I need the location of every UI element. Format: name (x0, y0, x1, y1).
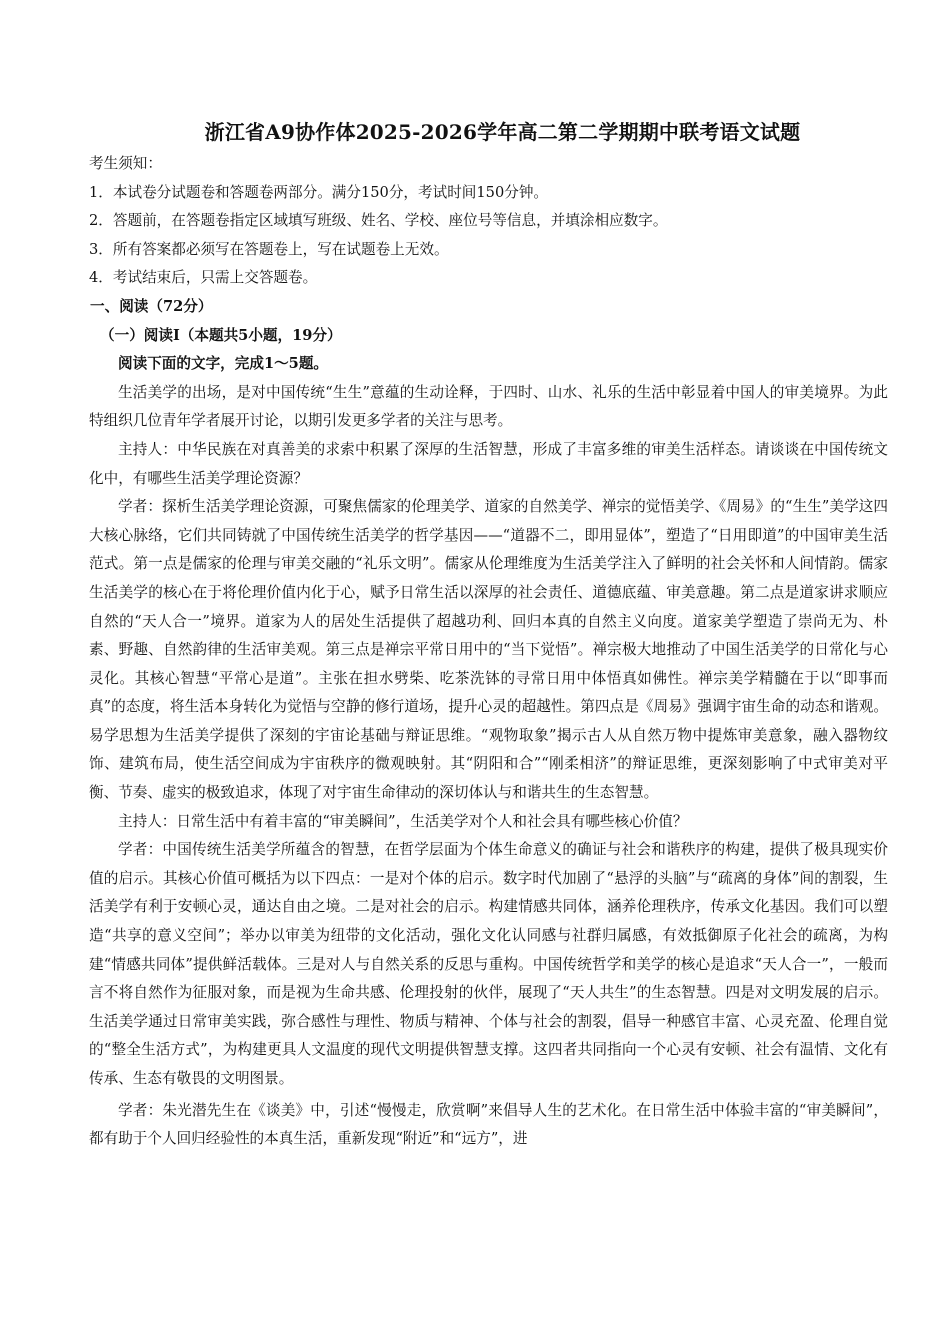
section-heading: 一、阅读（72分） (90, 297, 213, 315)
notice-item: 4．考试结束后，只需上交答题卷。 (89, 269, 318, 287)
notice-item: 2．答题前，在答题卷指定区域填写班级、姓名、学校、座位号等信息，并填涂相应数字。 (89, 212, 668, 230)
notice-item: 3．所有答案都必须写在答题卷上，写在试题卷上无效。 (89, 240, 449, 258)
article-paragraph: 学者：中国传统生活美学所蕴含的智慧，在哲学层面为个体生命意义的确证与社会和谐秩序的构建，提供了极具现实价值的启示。其核心价值可概括为以下四点：一是对个体的启示。数字时代加剧了“悬浮的头脑”与“疏离的身体”间的割裂，生活美学有利于安顿心灵，通达自由之境。二是对社会的启示。构建情感共同体，涵养伦理秩序，传承文化基因。我们可以塑造“共享的意义空间”；举办以审美为纽带的文化活动，强化文化认同感与社群归属感，有效抵御原子化社会的疏离，为构建“情感共同体”提供鲜活载体。三是对人与自然关系的反思与重构。中国传统哲学和美学的核心是追求“天人合一”，一般而言不将自然作为征服对象，而是视为生命共感、伦理投射的伙伴，展现了“天人共生”的生态智慧。四是对文明发展的启示。生活美学通过日常审美实践，弥合感性与理性、物质与精神、个体与社会的割裂，倡导一种感官丰富、心灵充盈、伦理自觉的“整全生活方式”，为构建更具人文温度的现代文明提供智慧支撑。这四者共同指向一个心灵有安顿、社会有温情、文化有传承、生态有敬畏的文明图景。 (89, 841, 888, 1087)
reading-instruction: 阅读下面的文字，完成1～5题。 (118, 355, 329, 373)
article-paragraph: 主持人：日常生活中有着丰富的“审美瞬间”，生活美学对个人和社会具有哪些核心价值？ (118, 812, 688, 830)
page-title: 浙江省A9协作体2025-2026学年高二第二学期期中联考语文试题 (204, 120, 801, 144)
article-paragraph: 生活美学的出场，是对中国传统“生生”意蕴的生动诠释，于四时、山水、礼乐的生活中彰显着中国人的审美境界。为此特组织几位青年学者展开讨论，以期引发更多学者的关注与思考。 (89, 383, 888, 430)
notice-item: 1．本试卷分试题卷和答题卷两部分。满分150分，考试时间150分钟。 (89, 183, 549, 201)
article-paragraph: 学者：朱光潜先生在《谈美》中，引述“慢慢走，欣赏啊”来倡导人生的艺术化。在日常生活中体验丰富的“审美瞬间”，都有助于个人回归经验性的本真生活，重新发现“附近”和“远方”，进 (89, 1101, 888, 1148)
notice-heading: 考生须知： (89, 155, 162, 172)
subsection-heading: （一）阅读Ⅰ（本题共5小题，19分） (100, 326, 342, 344)
document-body (89, 150, 888, 1154)
article-paragraph: 主持人：中华民族在对真善美的求索中积累了深厚的生活智慧，形成了丰富多维的审美生活样态。请谈谈在中国传统文化中，有哪些生活美学理论资源？ (89, 440, 888, 487)
article-paragraph: 学者：探析生活美学理论资源，可聚焦儒家的伦理美学、道家的自然美学、禅宗的觉悟美学、《周易》的“生生”美学这四大核心脉络，它们共同铸就了中国传统生活美学的哲学基因——“道器不二，即用显体”，塑造了“日用即道”的中国审美生活范式。第一点是儒家的伦理与审美交融的“礼乐文明”。儒家从伦理维度为生活美学注入了鲜明的社会关怀和人间情韵。儒家生活美学的核心在于将伦理价值内化于心，赋予日常生活以深厚的社会责任、道德底蕴、审美意趣。第二点是道家讲求顺应自然的“天人合一”境界。道家为人的居处生活提供了超越功利、回归本真的自然主义向度。道家美学塑造了崇尚无为、朴素、野趣、自然韵律的生活审美观。第三点是禅宗平常日用中的“当下觉悟”。禅宗极大地推动了中国生活美学的日常化与心灵化。其核心智慧“平常心是道”。主张在担水劈柴、吃茶洗钵的寻常日用中体悟真如佛性。禅宗美学精髓在于以“即事而真”的态度，将生活本身转化为觉悟与空静的修行道场，提升心灵的超越性。第四点是《周易》强调宇宙生命的动态和谐观。易学思想为生活美学提供了深刻的宇宙论基础与辩证思维。“观物取象”揭示古人从自然万物中提炼审美意象，融入器物纹饰、建筑布局，使生活空间成为宇宙秩序的微观映射。其“阴阳和合”“刚柔相济”的辩证思维，更深刻影响了中式审美对平衡、节奏、虚实的极致追求，体现了对宇宙生命律动的深切体认与和谐共生的生态智慧。 (89, 498, 888, 802)
